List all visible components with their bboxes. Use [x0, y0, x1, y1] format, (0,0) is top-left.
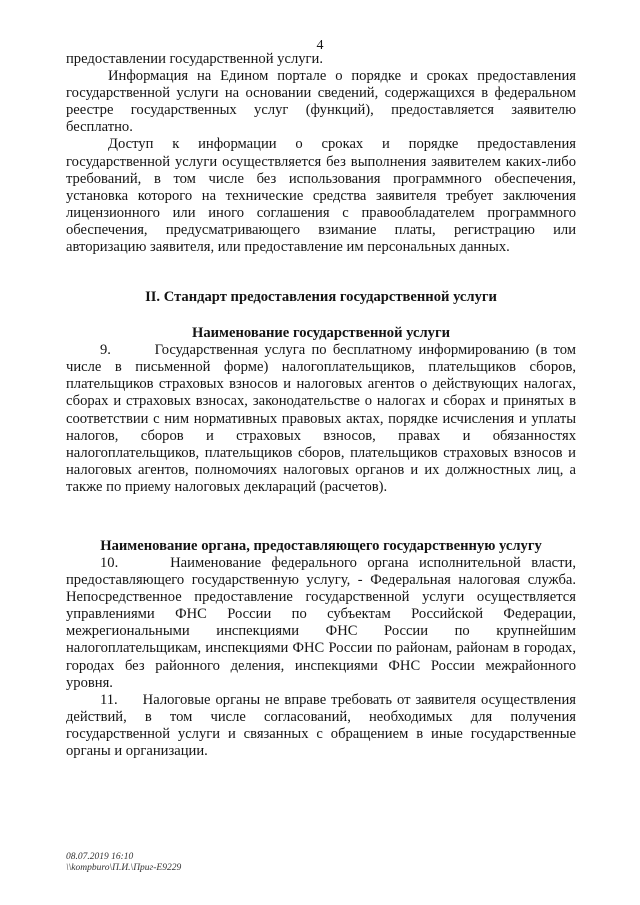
document-footer	[66, 852, 181, 874]
paragraph-access-info: Доступ к информации о сроках и порядке предоставления государственной услуги осуществляется без выполнения заявителем каких-либо требований, в том числе без использования программного обеспечения, установка которого на технические средства заявителя требует заключения лицензионного или иного соглашения с правообладателем программного обеспечения, предусматривающего взимание платы, регистрацию или авторизацию заявителя, или предоставление им персональных данных.	[66, 136, 576, 256]
subheading-service-name: Наименование государственной услуги	[192, 325, 450, 342]
paragraph-item-11: 11. Налоговые органы не вправе требовать от заявителя осуществления действий, в том числе согласований, необходимых для получения государственной услуги и связанных с обращением в иные государственные органы и организации.	[66, 691, 576, 759]
footer-path: \\kompburo\П.И.\Приг-Е9229	[66, 863, 182, 873]
section-heading: II. Стандарт предоставления государственной услуги	[145, 289, 497, 306]
paragraph-item-10: 10. Наименование федерального органа исполнительной власти, предоставляющего государственную услугу, - Федеральная налоговая служба. Непосредственное предоставление государственной услуги осуществляется управлениями ФНС России по субъектам Российской Федерации, межрегиональными инспекциями ФНС России по крупнейшим налогоплательщикам, инспекциями ФНС России по районам, районам в городах, городах без районного деления, инспекциями ФНС России межрайонного уровня.	[66, 554, 576, 691]
page-number: 4	[316, 38, 324, 53]
subheading-authority-name: Наименование органа, предоставляющего государственную услугу	[100, 537, 542, 554]
paragraph-item-9: 9. Государственная услуга по бесплатному информированию (в том числе в письменной форме) налогоплательщиков, плательщиков сборов, плательщиков страховых взносов и налоговых агентов о действующих налогах, сборах и страховых взносах, законодательстве о налогах и сборах и принятых в соответствии с ним нормативных правовых актах, порядке исчисления и уплаты налогов, сборов и страховых взносов, правах и обязанностях налогоплательщиков, плательщиков сборов, плательщиков страховых взносов и налоговых агентов, полномочиях налоговых органов и их должностных лиц, а также по приему налоговых деклараций (расчетов).	[66, 342, 576, 495]
paragraph-continuation: предоставлении государственной услуги.	[66, 51, 323, 67]
footer-date: 08.07.2019 16:10	[66, 852, 134, 862]
paragraph-portal-info: Информация на Едином портале о порядке и сроках предоставления государственной услуги на основании сведений, содержащихся в федеральном реестре государственных услуг (функций), предоставляется заявителю бесплатно.	[66, 68, 576, 136]
document-body	[66, 51, 576, 760]
